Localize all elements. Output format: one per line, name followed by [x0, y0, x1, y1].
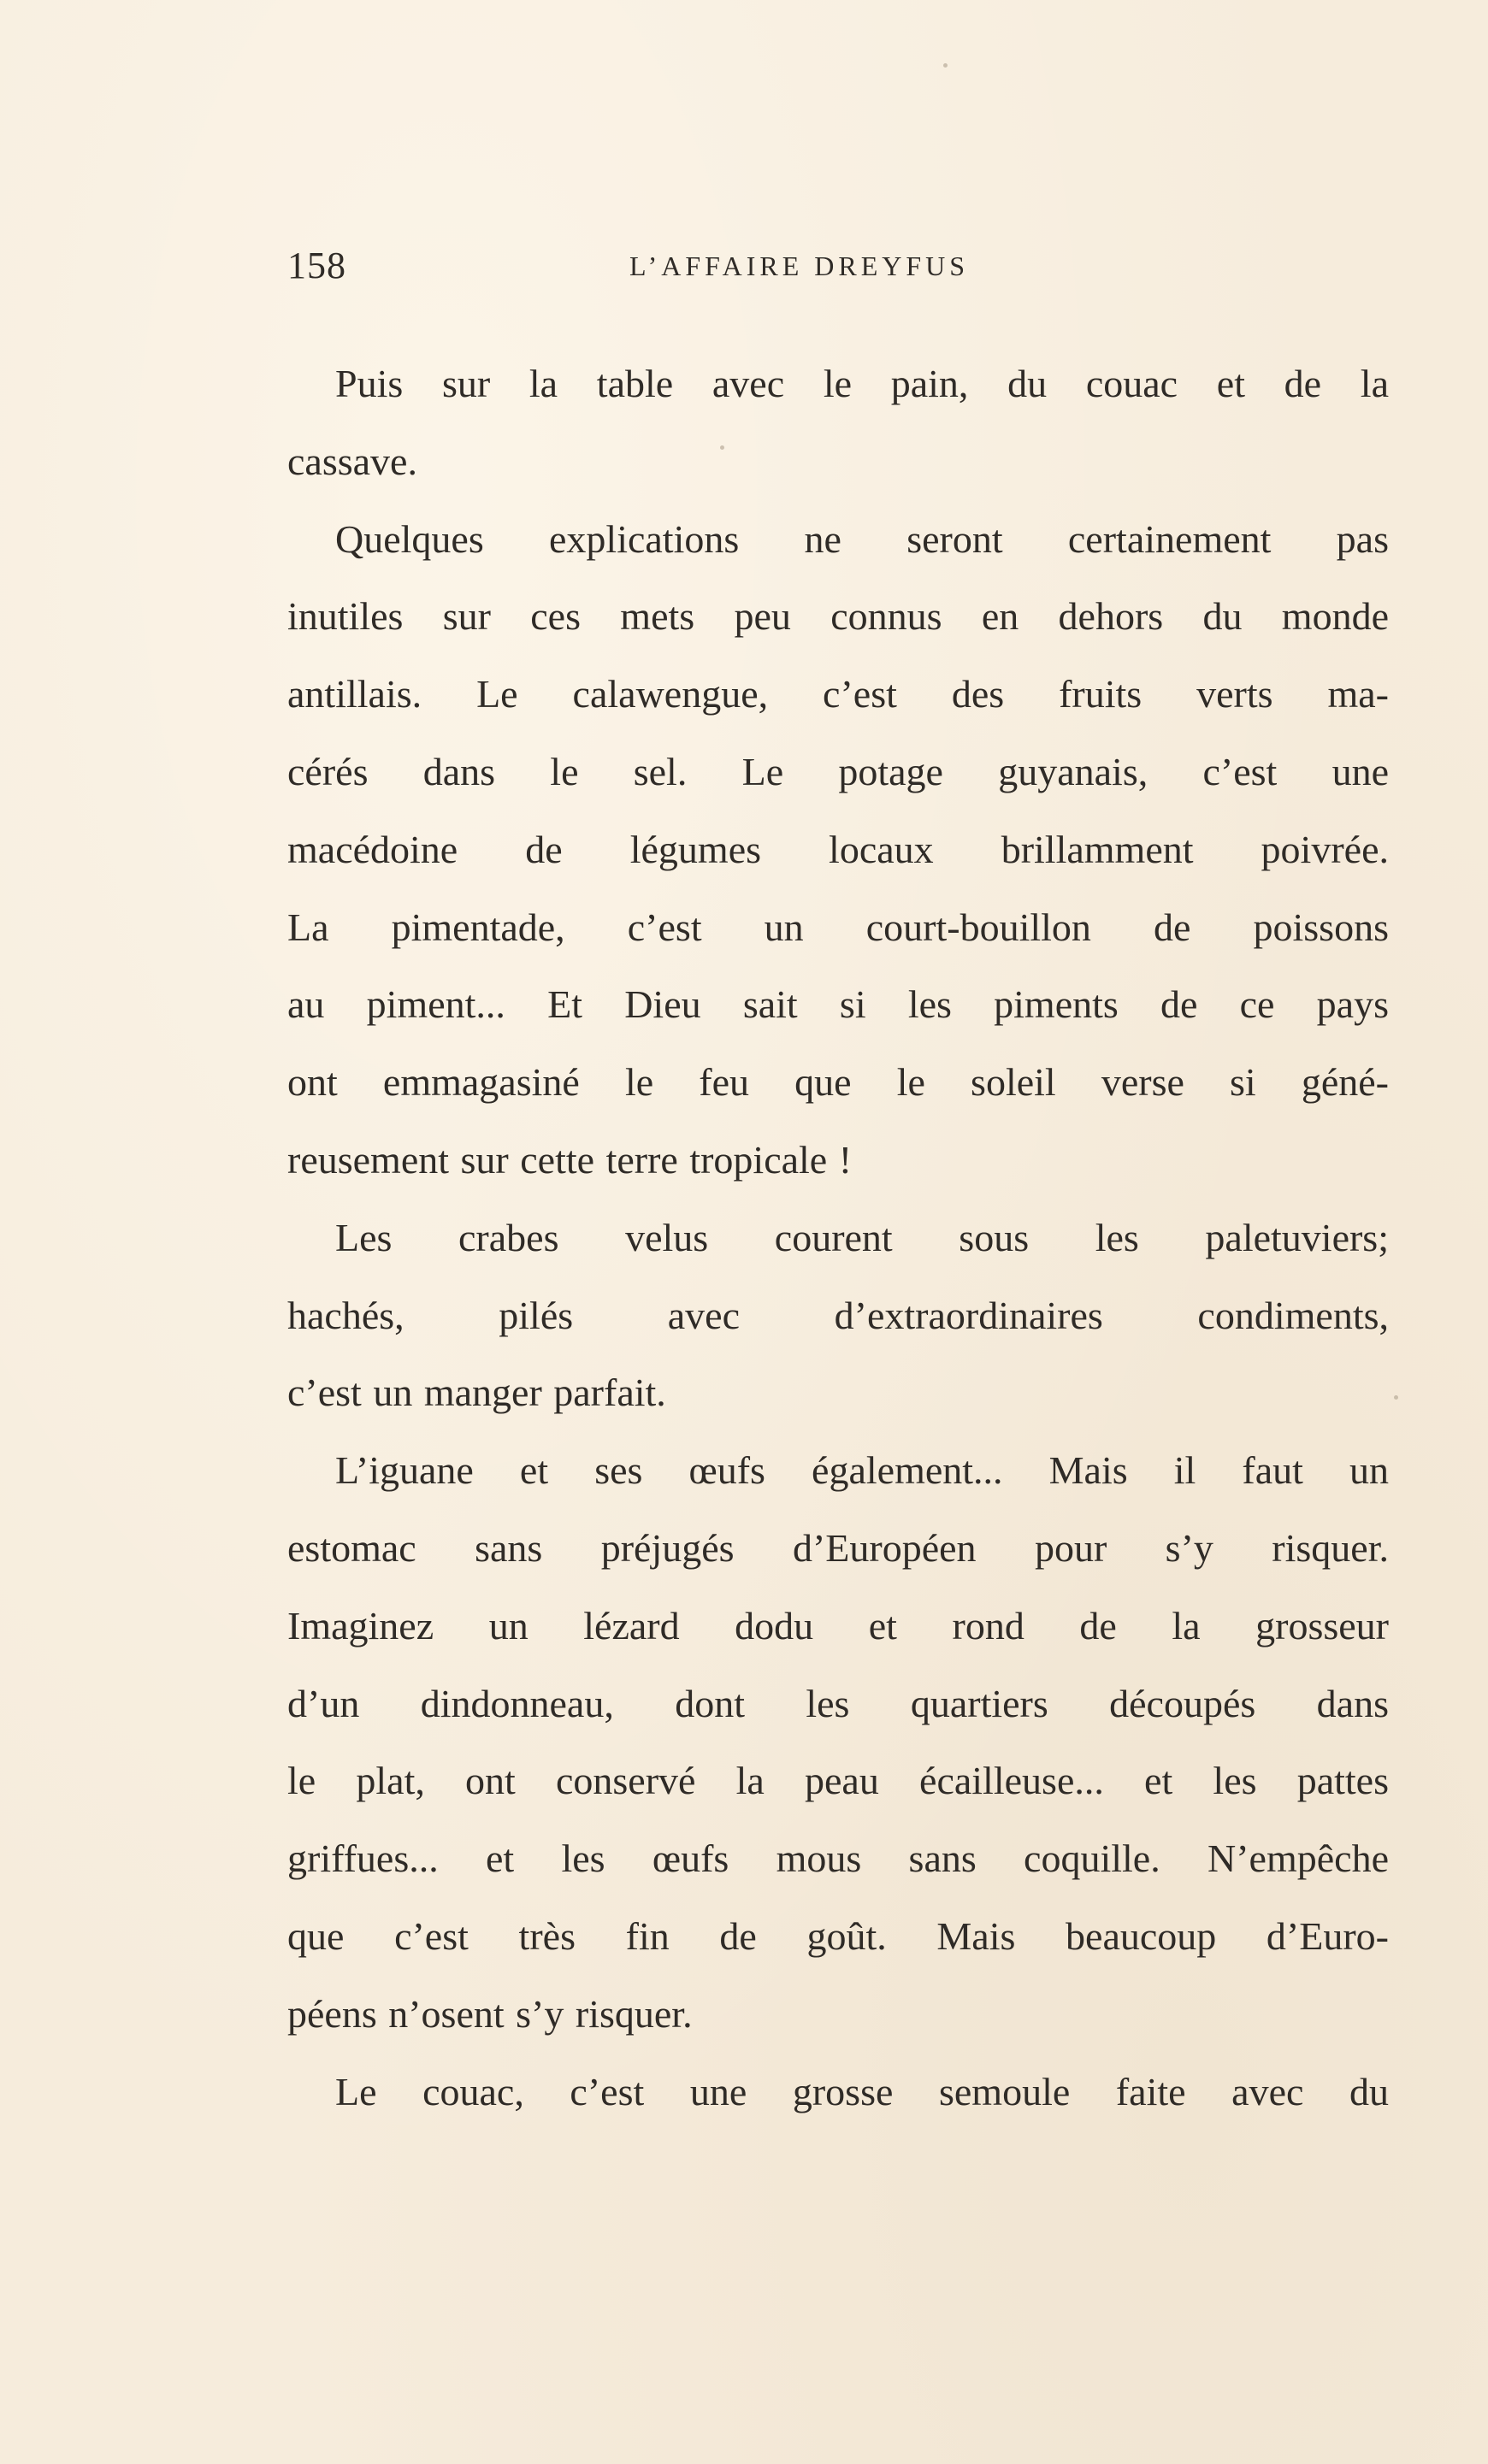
text-line: Quelques explications ne seront certainement pas: [335, 516, 1389, 561]
text-line: d’un dindonneau, dont les quartiers découpés dans: [287, 1681, 1389, 1725]
text-line: La pimentade, c’est un court-bouillon de poissons: [287, 905, 1389, 949]
text-line: Imaginez un lézard dodu et rond de la grosseur: [287, 1603, 1389, 1648]
text-line: cassave.: [287, 439, 417, 483]
text-line: antillais. Le calawengue, c’est des fruits verts ma-: [287, 672, 1389, 716]
text-line: cérés dans le sel. Le potage guyanais, c’est une: [287, 749, 1389, 793]
running-head: [287, 244, 1379, 295]
paper-speck: [943, 63, 948, 68]
text-line: Puis sur la table avec le pain, du couac et de la: [335, 362, 1389, 405]
text-line: Les crabes velus courent sous les paletuviers;: [335, 1215, 1389, 1259]
text-line: le plat, ont conservé la peau écailleuse... et les pattes: [287, 1759, 1389, 1803]
text-line: L’iguane et ses œufs également... Mais il faut un: [335, 1448, 1389, 1493]
paper-speck: [720, 445, 724, 450]
text-line: reusement sur cette terre tropicale !: [287, 1137, 853, 1182]
text-line: péens n’osent s’y risquer.: [287, 1991, 693, 2036]
text-line: au piment... Et Dieu sait si les piments de ce pays: [287, 982, 1389, 1027]
body-text: [287, 345, 1389, 2131]
text-line: Le couac, c’est une grosse semoule faite avec du: [335, 2069, 1389, 2113]
text-line: estomac sans préjugés d’Européen pour s’y risquer.: [287, 1525, 1389, 1570]
page-number: 158: [287, 245, 346, 286]
text-line: griffues... et les œufs mous sans coquille. N’empêche: [287, 1836, 1389, 1881]
running-title: L’AFFAIRE DREYFUS: [629, 251, 970, 281]
text-line: que c’est très fin de goût. Mais beaucoup d’Euro-: [287, 1913, 1389, 1958]
text-line: ont emmagasiné le feu que le soleil verse si géné-: [287, 1060, 1389, 1105]
text-line: inutiles sur ces mets peu connus en dehors du monde: [287, 594, 1389, 639]
paper-speck: [1394, 1395, 1398, 1400]
text-line: hachés, pilés avec d’extraordinaires condiments,: [287, 1293, 1389, 1337]
text-line: macédoine de légumes locaux brillamment poivrée.: [287, 827, 1389, 871]
text-line: c’est un manger parfait.: [287, 1371, 666, 1415]
